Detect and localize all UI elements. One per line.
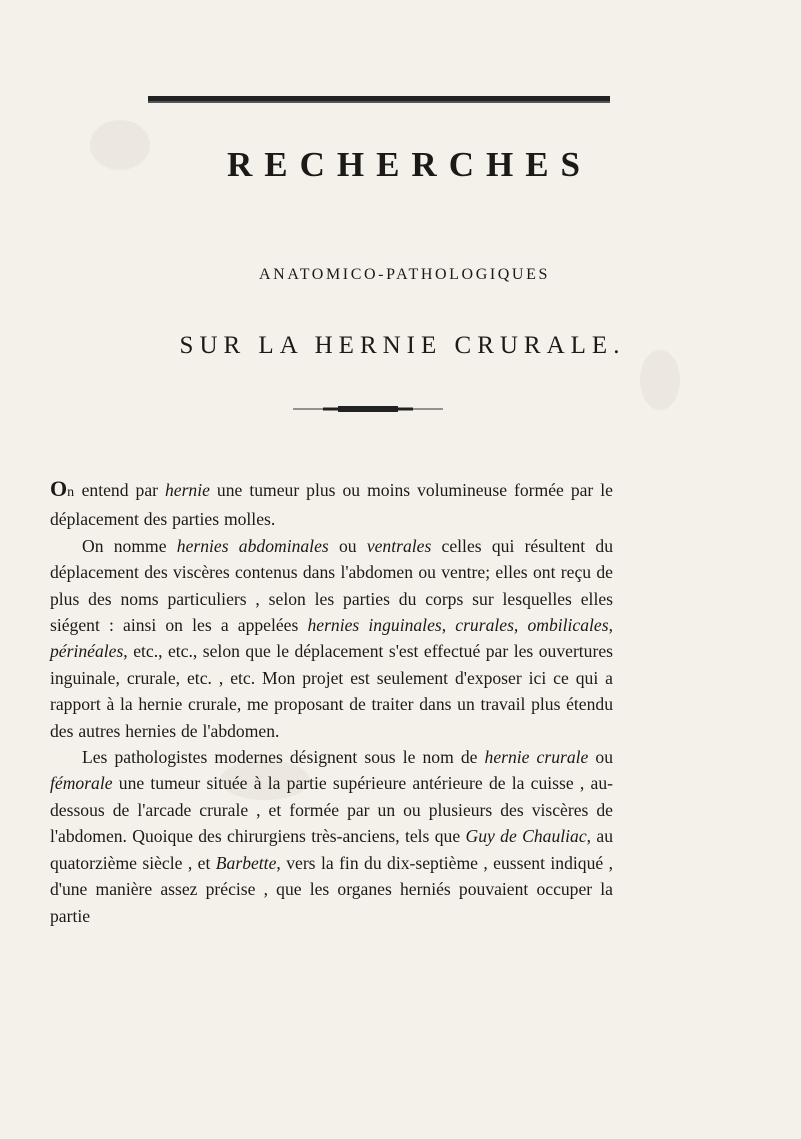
drop-capital: O	[50, 476, 68, 501]
text-run: , etc., etc., selon que le déplacement s'est effectué par les ouvertures inguinale, crurale, etc. , etc. Mon projet est seulement d'exposer ici ce qui a rapport à la hernie crurale, me proposant de traiter dans un travail plus étendu des autres hernies de l'abdomen.	[50, 641, 613, 741]
text-run: Les pathologistes modernes désignent sous le nom de	[82, 747, 485, 768]
text-run: une tumeur située à la partie supérieure antérieure de la cuisse , au-dessous de l'arcade crurale , et formée par un ou plusieurs des viscères de l'abdomen. Quoique des chirurgiens très-anciens, tels que	[50, 773, 613, 847]
text-run: , vers la fin du dix-septième , eussent indiqué , d'une manière assez précise , que les organes herniés pouvaient occuper la partie	[50, 852, 613, 926]
italic-name: Guy de Chauliac	[465, 826, 587, 847]
italic-term: hernie crurale	[484, 747, 589, 768]
text-run: ,	[513, 615, 528, 636]
italic-term: ventrales	[366, 535, 432, 556]
text-run: une tumeur plus ou moins volumineuse formée par le déplacement des parties molles.	[50, 480, 613, 530]
text-run: On nomme	[82, 535, 177, 556]
text-run: , au quatorzième siècle , et	[50, 826, 613, 873]
text-run: ,	[608, 615, 613, 636]
text-run: entend par	[74, 480, 165, 500]
ornament-divider	[293, 404, 443, 414]
top-rule	[148, 96, 610, 103]
italic-name: Barbette	[215, 852, 277, 873]
text-run: ou	[588, 747, 613, 768]
paragraph	[50, 533, 613, 744]
text-run: celles qui résultent du déplacement des viscères contenus dans l'abdomen ou ventre; elles ont reçu de plus des noms particuliers , selon les parties du corps sur lesquelles elles siégent : ainsi on les a appelées	[50, 535, 613, 636]
italic-term: hernie	[164, 480, 210, 500]
italic-term: fémorale	[50, 773, 113, 794]
italic-term: ombilicales	[527, 615, 609, 636]
text-run: n	[67, 485, 75, 500]
page-title: RECHERCHES	[226, 145, 593, 184]
italic-term: périnéales	[50, 641, 124, 662]
italic-term: crurales	[455, 615, 514, 636]
text-run: ,	[441, 615, 456, 636]
italic-term: hernies inguinales	[307, 615, 442, 636]
body-text	[50, 476, 613, 929]
page-subject: SUR LA HERNIE CRURALE.	[179, 332, 626, 359]
paragraph	[50, 744, 613, 929]
italic-term: hernies abdominales	[176, 535, 329, 556]
text-run: ou	[328, 535, 367, 556]
paragraph	[50, 476, 613, 533]
page-subtitle: ANATOMICO-PATHOLOGIQUES	[259, 266, 550, 283]
